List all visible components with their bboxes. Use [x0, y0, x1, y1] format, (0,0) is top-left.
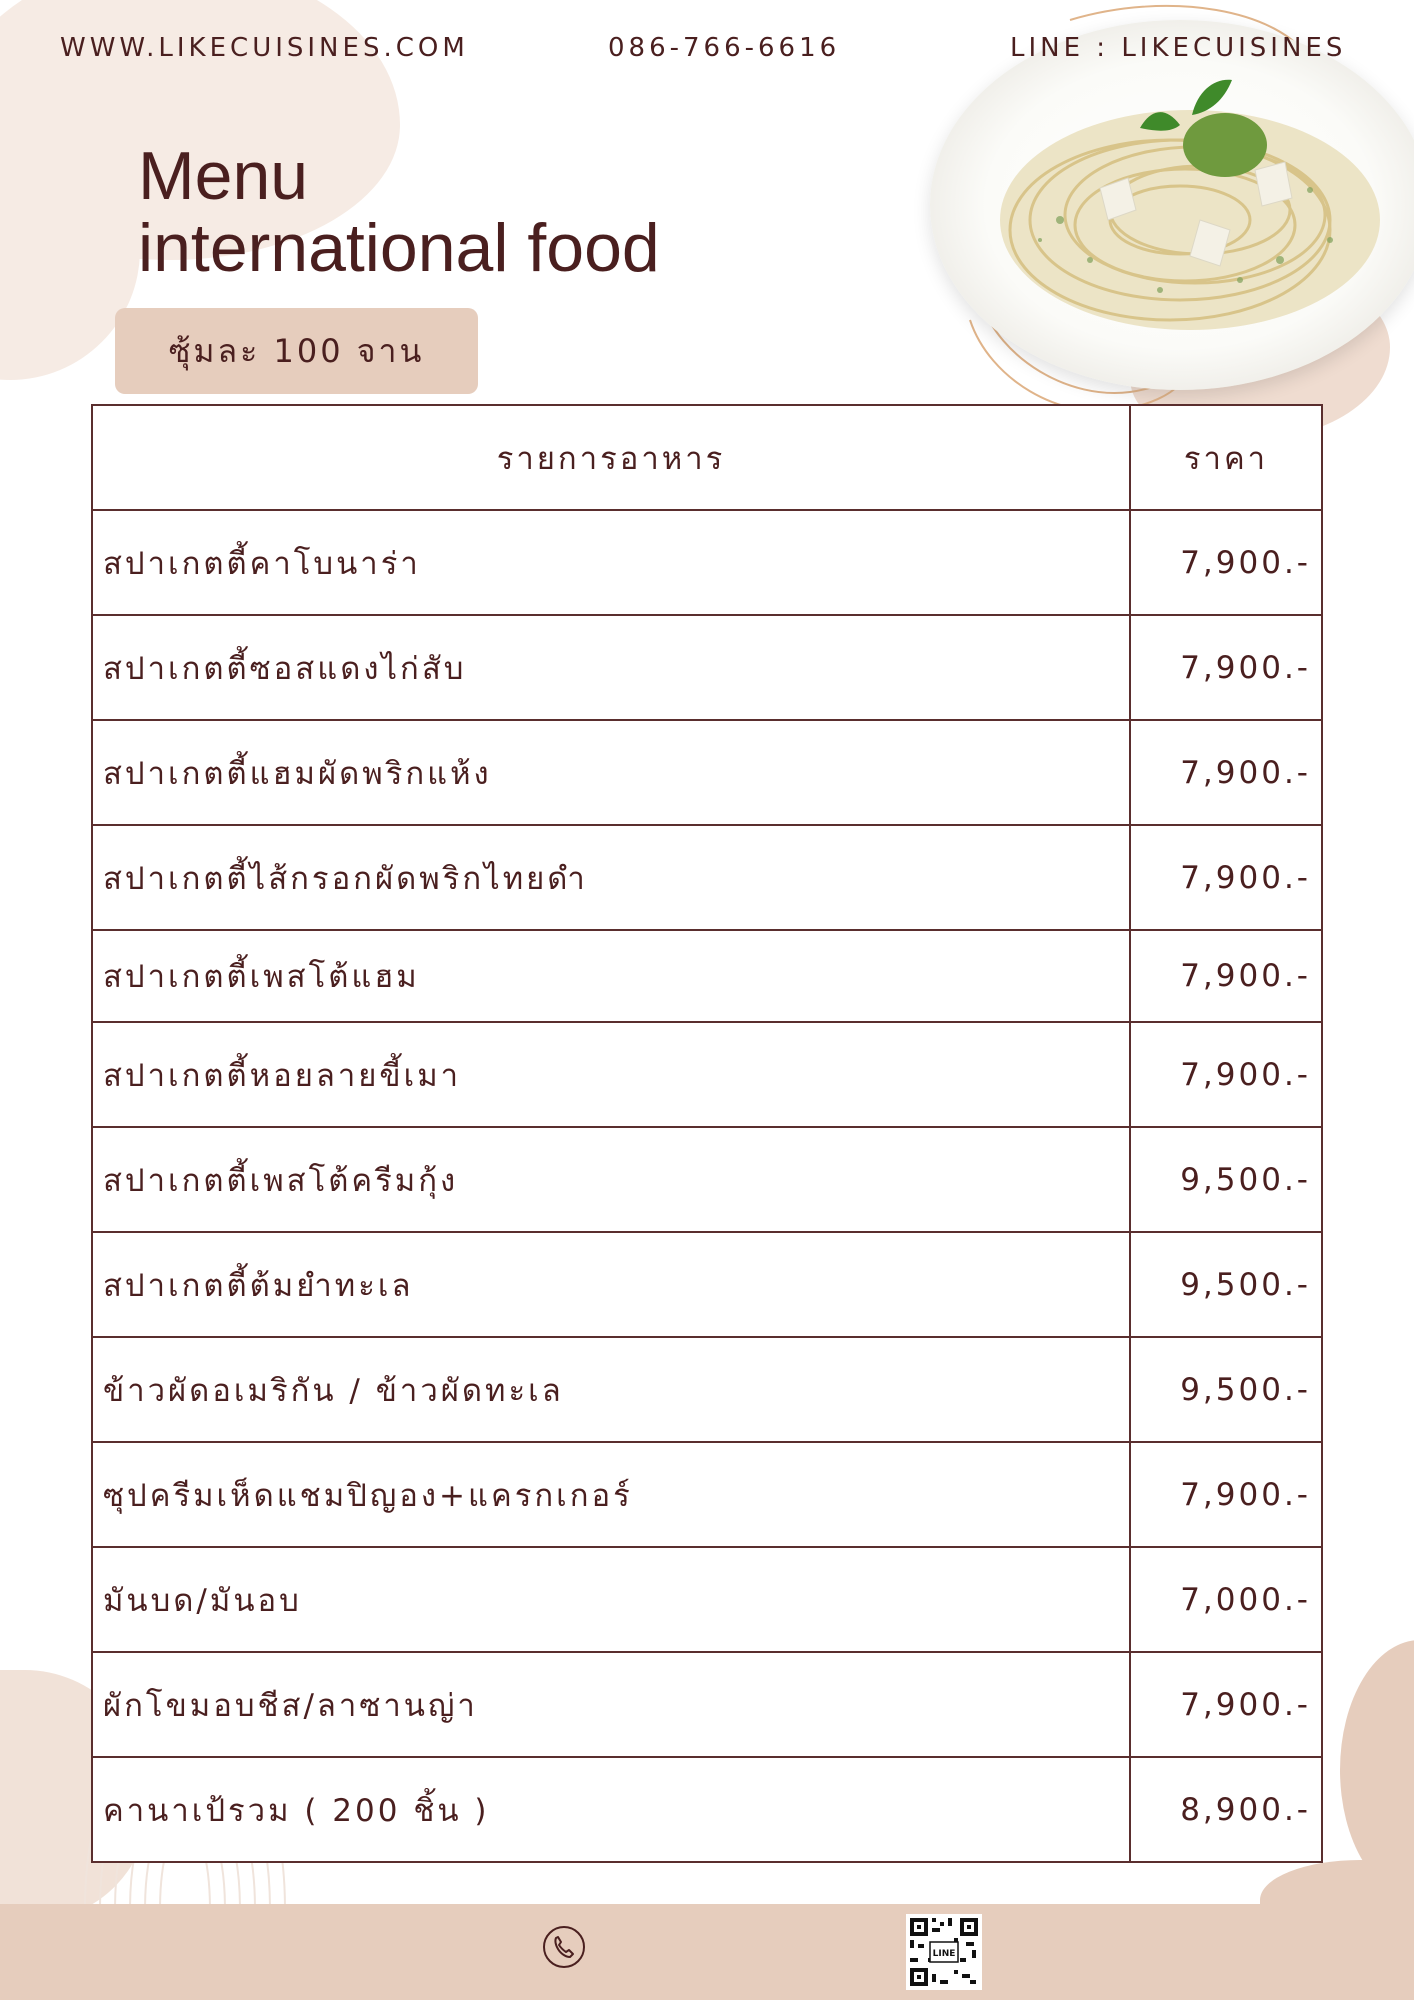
qr-code-icon: [906, 1914, 982, 1990]
item-name: สปาเกตตี้เพสโต้แฮม: [92, 930, 1130, 1022]
item-name: สปาเกตตี้เพสโต้ครีมกุ้ง: [92, 1127, 1130, 1232]
line-id[interactable]: LINE : LIKECUISINES: [1010, 33, 1347, 63]
item-price: 7,900.-: [1130, 615, 1322, 720]
menu-title: [138, 140, 660, 284]
spaghetti-illustration: [980, 70, 1400, 360]
title-line-1: Menu: [138, 138, 309, 214]
table-row: [92, 930, 1322, 1022]
item-price: 8,900.-: [1130, 1757, 1322, 1862]
table-header-row: [92, 405, 1322, 510]
item-column-header: รายการอาหาร: [92, 405, 1130, 510]
item-price: 7,900.-: [1130, 510, 1322, 615]
item-name: มันบด/มันอบ: [92, 1547, 1130, 1652]
item-name: สปาเกตตี้ไส้กรอกผัดพริกไทยดำ: [92, 825, 1130, 930]
item-name: ผักโขมอบชีส/ลาซานญ่า: [92, 1652, 1130, 1757]
table-row: [92, 1022, 1322, 1127]
qr-label: LINE: [932, 1949, 956, 1959]
item-price: 7,000.-: [1130, 1547, 1322, 1652]
item-name: สปาเกตตี้แฮมผัดพริกแห้ง: [92, 720, 1130, 825]
footer-bar: [0, 1904, 1414, 2000]
table-row: [92, 1442, 1322, 1547]
item-price: 9,500.-: [1130, 1127, 1322, 1232]
item-name: สปาเกตตี้คาโบนาร่า: [92, 510, 1130, 615]
item-name: สปาเกตตี้ต้มยำทะเล: [92, 1232, 1130, 1337]
table-row: [92, 1547, 1322, 1652]
phone-icon: [542, 1925, 586, 1969]
item-price: 7,900.-: [1130, 1442, 1322, 1547]
table-row: [92, 510, 1322, 615]
item-name: สปาเกตตี้ซอสแดงไก่สับ: [92, 615, 1130, 720]
table-row: [92, 1337, 1322, 1442]
phone-number[interactable]: 086-766-6616: [608, 33, 841, 63]
item-price: 7,900.-: [1130, 1652, 1322, 1757]
table-row: [92, 1652, 1322, 1757]
table-row: [92, 1127, 1322, 1232]
item-name: ข้าวผัดอเมริกัน / ข้าวผัดทะเล: [92, 1337, 1130, 1442]
item-price: 7,900.-: [1130, 720, 1322, 825]
item-name: คานาเป้รวม ( 200 ชิ้น ): [92, 1757, 1130, 1862]
website-link[interactable]: WWW.LIKECUISINES.COM: [60, 33, 469, 63]
quantity-badge: ซุ้มละ 100 จาน: [115, 308, 478, 394]
table-row: [92, 1757, 1322, 1862]
price-column-header: ราคา: [1130, 405, 1322, 510]
table-row: [92, 720, 1322, 825]
item-price: 7,900.-: [1130, 930, 1322, 1022]
item-price: 9,500.-: [1130, 1337, 1322, 1442]
title-line-2: international food: [138, 210, 660, 286]
item-price: 9,500.-: [1130, 1232, 1322, 1337]
item-price: 7,900.-: [1130, 1022, 1322, 1127]
item-price: 7,900.-: [1130, 825, 1322, 930]
menu-table: [91, 404, 1323, 1863]
table-row: [92, 615, 1322, 720]
table-row: [92, 825, 1322, 930]
item-name: สปาเกตตี้หอยลายขี้เมา: [92, 1022, 1130, 1127]
item-name: ซุปครีมเห็ดแชมปิญอง+แครกเกอร์: [92, 1442, 1130, 1547]
table-row: [92, 1232, 1322, 1337]
